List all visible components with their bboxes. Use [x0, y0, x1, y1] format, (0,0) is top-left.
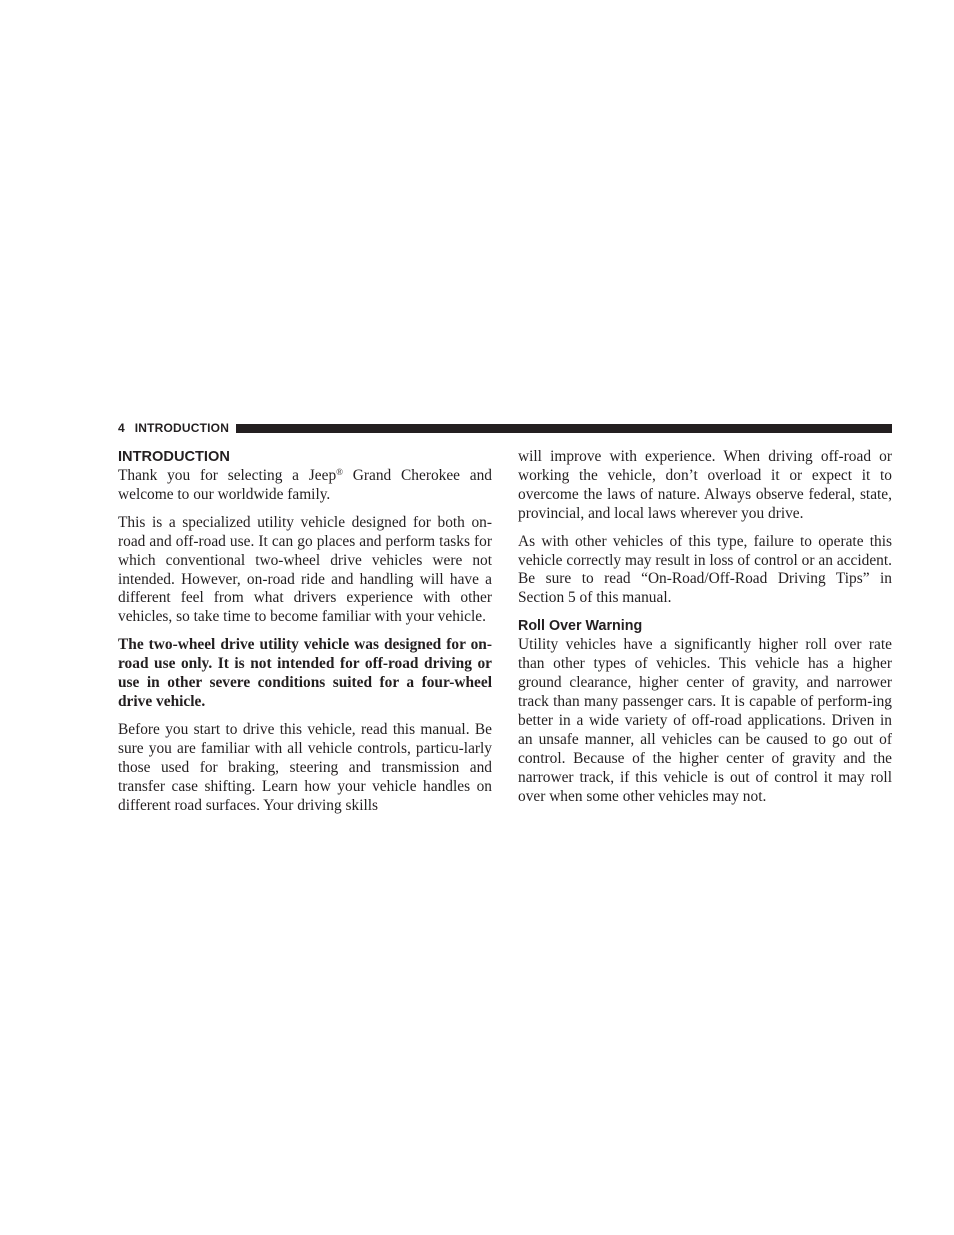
- welcome-text-end: Grand Cherokee and welcome to our worldwide family.: [118, 467, 493, 503]
- paragraph-two-wheel-drive-notice: The two-wheel drive utility vehicle was designed for on-road use only. It is not intended for off-road driving or use in other severe conditions suited for a four-wheel drive vehicle.: [118, 636, 492, 710]
- paragraph-read-manual: Before you start to drive this vehicle, read this manual. Be sure you are familiar with all vehicle controls, particu-larly those used for braking, steering and transmission and transfer case shifting. Learn how your vehicle handles on different road surfaces. Your driving skills: [118, 720, 492, 814]
- header-section-title: INTRODUCTION: [134, 421, 230, 435]
- header-rule: [236, 424, 892, 433]
- right-column: [518, 448, 892, 815]
- section-heading-introduction: INTRODUCTION: [118, 449, 230, 465]
- paragraph-experience: will improve with experience. When driving off-road or working the vehicle, don’t overload it or expect it to overcome the laws of nature. Always observe federal, state, provincial, and local laws wherever you drive.: [518, 448, 892, 522]
- welcome-text-start: Thank you for selecting a Jeep: [118, 467, 337, 484]
- registered-trademark: ®: [336, 467, 343, 477]
- paragraph-roll-over-warning: Utility vehicles have a significantly higher roll over rate than other types of vehicles. This vehicle has a higher ground clearance, higher center of gravity, and narrower track than many passenger cars. It is capable of perform-ing better in a wide variety of off-road applications. Driven in an unsafe manner, all vehicles can be caused to go out of control. Because of the higher center of gravity and the narrower track, if this vehicle is out of control it may roll over when some other vehicles may not.: [518, 636, 892, 805]
- page-header: [118, 419, 892, 437]
- paragraph-loss-of-control: As with other vehicles of this type, failure to operate this vehicle correctly may result in loss of control or an accident. Be sure to read “On-Road/Off-Road Driving Tips” in Section 5 of this manual.: [518, 532, 892, 607]
- left-column: [118, 448, 492, 824]
- subsection-heading-roll-over-warning: Roll Over Warning: [518, 618, 643, 635]
- paragraph-specialized-vehicle: This is a specialized utility vehicle designed for both on-road and off-road use. It can go places and perform tasks for which conventional two-wheel drive vehicles were not intended. However, on-road ride and handling will have a different feel from what drivers experience with other vehicles, so take time to become familiar with your vehicle.: [118, 513, 492, 626]
- paragraph-welcome: [118, 467, 492, 505]
- page-number: 4: [118, 421, 125, 435]
